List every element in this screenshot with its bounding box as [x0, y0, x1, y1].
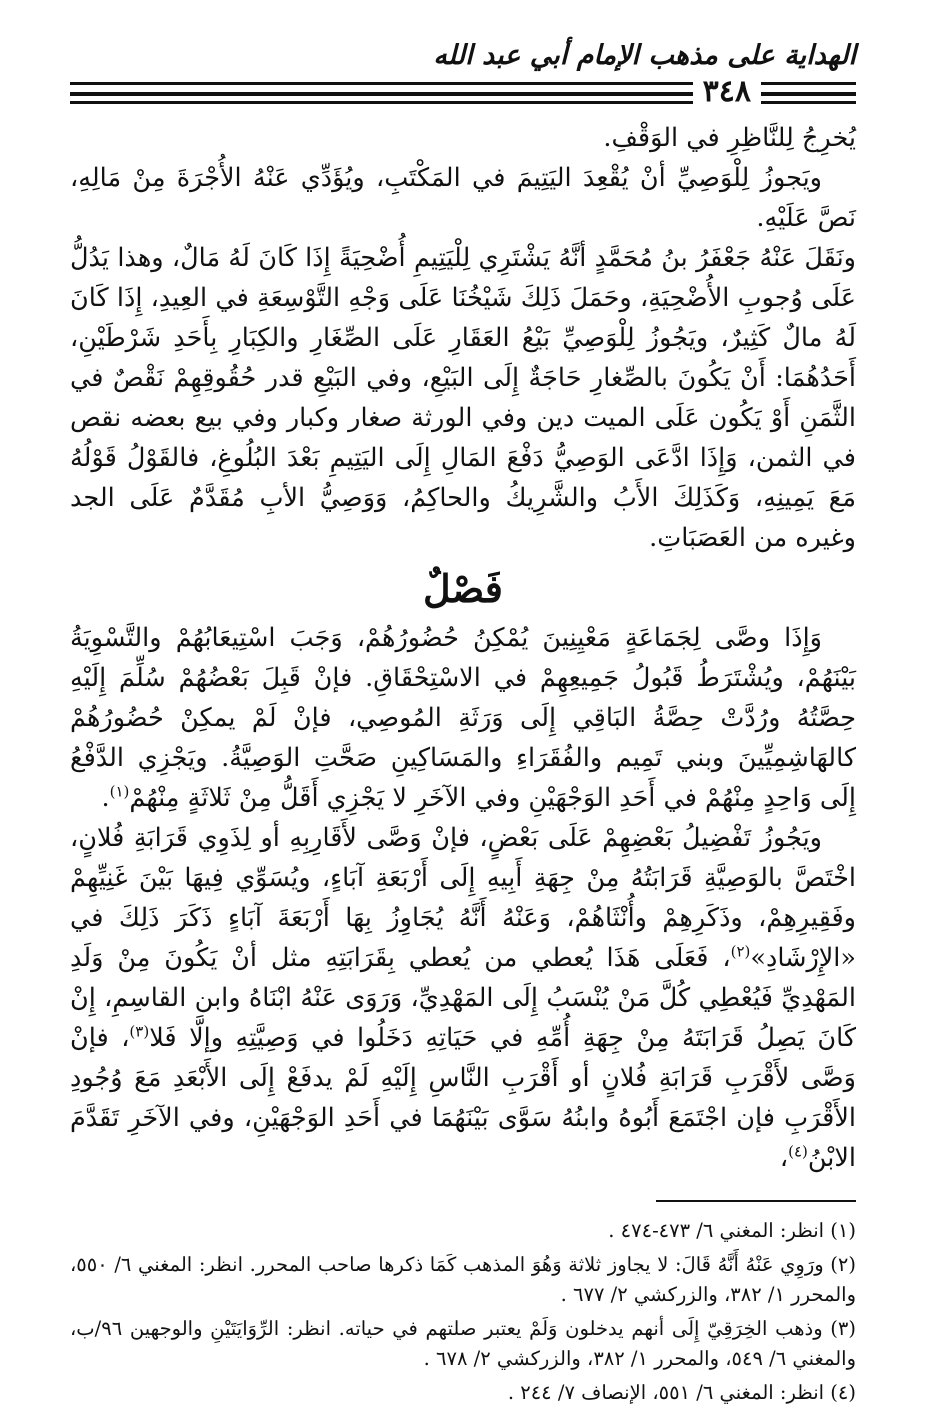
paragraph-text: وَإِذَا وصَّى لِجَمَاعَةٍ مَعْيِنِينَ يُمْكِنُ حُضُورُهُمْ، وَجَبَ اسْتِيعَابُهُمْ والتَّسْوِيَةُ بَيْنَهُمْ، ويُشْتَرَطُ قَبُولُ جَمِيعِهِمْ في الاسْتِحْقَاقِ. فإنْ قَبِلَ بَعْضُهُمْ سُلِّمَ إِلَيْهِ حِصَّتُهُ ورُدَّتْ حِصَّةُ البَاقِي إِلَى وَرَثَةِ المُوصِي، فإنْ لَمْ يمكِنْ حُضُورُهُمْ كالهَاشِمِيِّينَ وبني تَمِيم والفُقَرَاءِ والمَسَاكِينِ صَحَّتِ الوَصِيَّةُ. ويَجْزِي الدَّفْعُ إِلَى وَاحِدٍ مِنْهُمْ في أَحَدِ الوَجْهَيْنِ وفي الآخَرِ لا يَجْزِي أَقَلُّ مِنْ ثَلاثَةٍ مِنْهُمْ	[70, 623, 856, 813]
footnote-ref-3[interactable]: (٣)	[129, 1022, 150, 1041]
footnote-item: (٤) انظر: المغني ٦/ ٥٥١، الإنصاف ٧/ ٢٤٤ .	[507, 1381, 856, 1404]
section-heading: فَصْلٌ	[423, 566, 503, 611]
running-title: الهداية على مذهب الإمام أبي عبد الله	[433, 40, 856, 71]
footnote-item: (٢) ورَوِي عَنْهُ أَنَّهُ قَالَ: لا يجاوز ثلاثة وَهُوَ المذهب كَمَا ذكرها صاحب المحرر. انظر: المغني ٦/ ٥٥٠، والمحرر ١/ ٣٨٢، والزركشي ٢/ ٦٧٧ .	[70, 1253, 856, 1306]
footnotes	[70, 1216, 856, 1408]
paragraph-end: ،	[779, 1143, 789, 1173]
text-paragraph	[70, 618, 856, 818]
footnote-ref-1[interactable]: (١)	[109, 782, 130, 801]
paragraph-text: ، فإنْ وَصَّى لأَقْرَبِ قَرَابَةِ فُلانٍ أو أَقْرَبِ النَّاسِ إِلَيْهِ لَمْ يدفَعْ إِلَى الأَبْعَدِ مَعَ وُجُودِ الأَقْرَبِ فإن اجْتَمَعَ أَبُوهُ وابنُهُ سَوَّى بَيْنَهُمَا في أَحَدِ الوَجْهَيْنِ، وفي الآخَرِ تَقَدَّمَ الابْنُ	[70, 1023, 856, 1173]
footnote-item: (١) انظر: المغني ٦/ ٤٧٣-٤٧٤ .	[608, 1219, 856, 1242]
footnote-item: (٣) وذهب الخِرَقِيّ إِلَى أنهم يدخلون وَلَمْ يعتبر صلتهم في حياته. انظر: الرِّوَايَتَيْنِ والوجهين ٩٦/ب، والمغني ٦/ ٥٤٩، والمحرر ١/ ٣٨٢، والزركشي ٢/ ٦٧٨ .	[70, 1317, 856, 1370]
main-text	[70, 118, 856, 1178]
text-paragraph	[70, 818, 856, 1178]
footnote-ref-2[interactable]: (٢)	[730, 942, 751, 961]
page-header	[70, 0, 856, 118]
text-paragraph: ويَجوزُ لِلْوَصِيِّ أنْ يُقْعِدَ اليَتِيمَ في المَكْتَبِ، ويُؤَدِّي عَنْهُ الأُجْرَةَ مِنْ مَالِهِ، نَصَّ عَلَيْهِ.	[70, 163, 856, 233]
footnote-divider	[656, 1200, 856, 1202]
paragraph-text: ويَجُوزُ تَفْضِيلُ بَعْضِهِمْ عَلَى بَعْضٍ، فإنْ وَصَّى لأَقَارِبِهِ أو لِذَوِي قَرَابَةِ فُلانٍ، اخْتَصَّ بالوَصِيَّةِ قَرَابَتُهُ مِنْ جِهَةِ أَبِيهِ إِلَى أَرْبَعَةِ آبَاءٍ، ويُسَوِّي فِيهَا بَيْنَ غَنِيِّهِمْ وفَقِيرِهِمْ، وذَكَرِهِمْ وأُنْثَاهُمْ، وَعَنْهُ أَنَّهُ يُجَاوِزُ بِهَا أَرْبَعَةَ آبَاءٍ ذَكَرَ ذَلِكَ في «الإِرْشَادِ»	[70, 823, 856, 973]
text-line: يُخرِجُ لِلنَّاظِرِ في الوَقْفِ.	[603, 123, 856, 153]
footnote-ref-4[interactable]: (٤)	[788, 1142, 808, 1161]
page-number: ٣٤٨	[693, 72, 761, 112]
paragraph-end: .	[101, 783, 110, 813]
paragraph-text: ، فَعَلَى هَذَا يُعطي من يُعطي بِقَرَابَتِهِ مثل أنْ يَكُونَ مِنْ وَلَدِ المَهْدِيِّ فَيُعْطِي كُلَّ مَنْ يُنْسَبُ إِلَى المَهْدِيِّ، وَرَوَى عَنْهُ ابْنَاهُ وابن القاسِمِ، إِنْ كَانَ يَصِلُ قَرَابَتَهُ مِنْ جِهَةِ أُمِّهِ في حَيَاتِهِ دَخَلُوا في وَصِيَّتِهِ وإلَّا فَلا	[70, 943, 856, 1053]
text-paragraph: ونَقَلَ عَنْهُ جَعْفَرُ بنُ مُحَمَّدٍ أنَّهُ يَشْتَرِي لِلْيَتِيمِ أُضْحِيَةً إِذَا كَانَ لَهُ مَالٌ، وهذا يَدُلُّ عَلَى وُجوبِ الأُضْحِيَةِ، وحَمَلَ ذَلِكَ شَيْخُنَا عَلَى وَجْهِ التَّوْسِعَةِ في العِيدِ، إِذَا كَانَ لَهُ مالٌ كَثِيرٌ، ويَجُوزُ لِلْوَصِيِّ بَيْعُ العَقَارِ عَلَى الصِّغَارِ والكِبَارِ بِأَحَدِ شَرْطَيْنِ، أَحَدُهُمَا: أَنْ يَكُونَ بالصِّغارِ حَاجَةٌ إِلَى البَيْعِ، وفي البَيْعِ قدر حُقُوقِهِمْ نَقْصٌ في الثَّمَنِ أَوْ يَكُون عَلَى الميت دين وفي الورثة صغار وكبار وفي بيع بعضه نقص في الثمن، وَإِذَا ادَّعَى الوَصِيُّ دَفْعَ المَالِ إِلَى اليَتِيمِ بَعْدَ البُلُوغِ، فالقَوْلُ قَوْلُهُ مَعَ يَمِينِهِ، وَكَذَلِكَ الأَبُ والشَّرِيكُ والحاكِمُ، وَوَصِيُّ الأبِ مُقَدَّمٌ عَلَى الجد وغيره من العَصَبَاتِ.	[70, 243, 856, 553]
